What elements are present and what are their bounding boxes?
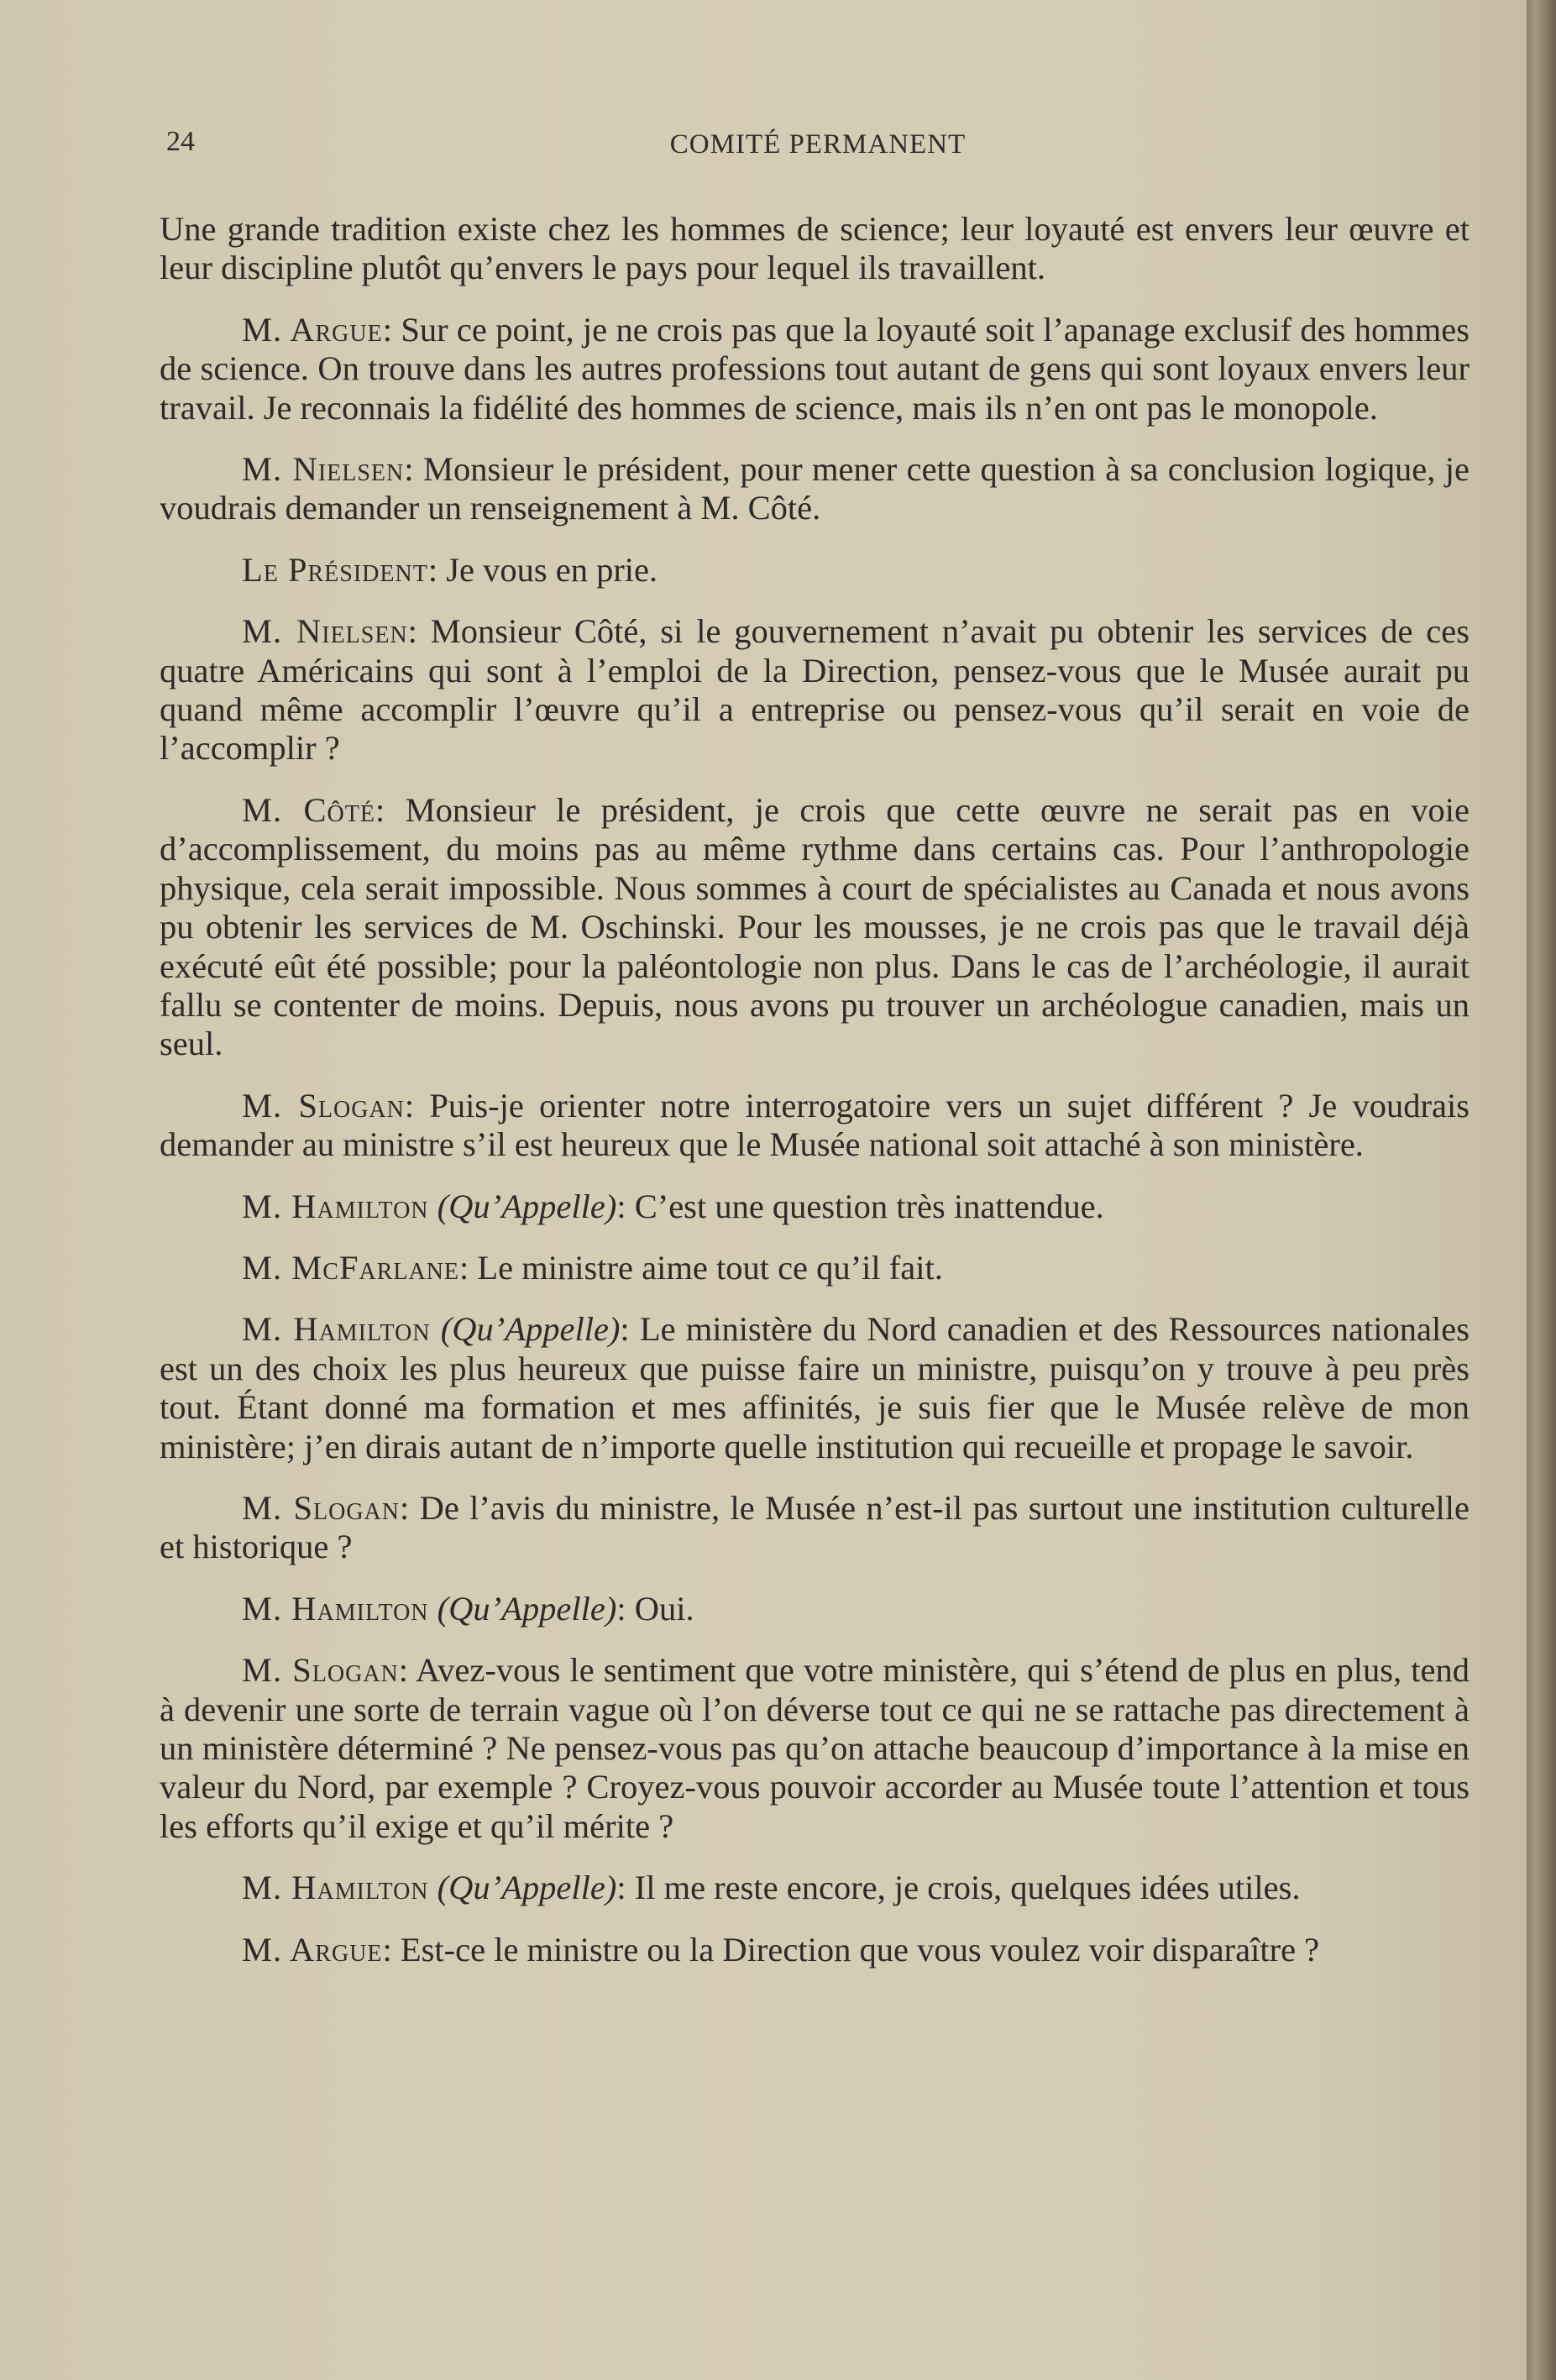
speaker-name: Le Président bbox=[242, 550, 428, 589]
speaker-name: M. Nielsen bbox=[242, 450, 405, 489]
speaker-name: M. Hamilton bbox=[242, 1187, 429, 1225]
paragraph: M. Côté: Monsieur le président, je crois que cette œuvre ne serait pas en voie d’accomplissement, du moins pas au même rythme dans certains cas. Pour l’anthropologie physique, cela serait impossible. Nous sommes à court de spécialistes au Canada et nous avons pu obtenir les services de M. Oschinski. Pour les mousses, je ne crois pas que le travail déjà exécuté eût été possible; pour la paléontologie non plus. Dans le cas de l’archéologie, il aurait fallu se contenter de moins. Depuis, nous avons pu trouver un archéologue canadien, mais un seul. bbox=[160, 790, 1470, 1063]
paragraph bbox=[160, 210, 1470, 288]
paragraph-text: Il me reste encore, je crois, quelques idées utiles. bbox=[634, 1869, 1301, 1907]
paragraph: Le Président: Je vous en prie. bbox=[242, 550, 658, 589]
riding-name: (Qu’Appelle) bbox=[437, 1869, 617, 1907]
riding-name: (Qu’Appelle) bbox=[437, 1187, 617, 1225]
riding-name: (Qu’Appelle) bbox=[440, 1310, 621, 1349]
speaker-name: M. Hamilton bbox=[242, 1310, 431, 1349]
speaker-name: M. Slogan bbox=[242, 1488, 400, 1527]
riding-name: (Qu’Appelle) bbox=[437, 1589, 617, 1628]
running-title: COMITÉ PERMANENT bbox=[669, 129, 967, 160]
paragraph: M. Argue: Sur ce point, je ne crois pas que la loyauté soit l’apanage exclusif des hommes de science. On trouve dans les autres professions tout autant de gens qui sont loyaux envers leur travail. Je reconnais la fidélité des hommes de science, mais ils n’en ont pas le monopole. bbox=[160, 310, 1470, 427]
paragraph-text: Avez-vous le sentiment que votre ministère, qui s’étend de plus en plus, tend à devenir une sorte de terrain vague où l’on déverse tout ce qui ne se rattache pas directement à un ministère déterminé ? Ne pensez-vous pas qu’on attache beaucoup d’importance à la mise en valeur du Nord, par exemple ? Croyez-vous pouvoir accorder au Musée toute l’attention et tous les efforts qu’il exige et qu’il mérite ? bbox=[160, 1651, 1470, 1845]
paragraph: M. Hamilton (Qu’Appelle): Il me reste encore, je crois, quelques idées utiles. bbox=[242, 1869, 1301, 1907]
transcript-body bbox=[160, 210, 1470, 1992]
paragraph-text: Puis-je orienter notre interrogatoire vers un sujet différent ? Je voudrais demander au ministre s’il est heureux que le Musée national soit attaché à son ministère. bbox=[160, 1086, 1470, 1164]
speaker-name: M. Argue bbox=[242, 1930, 383, 1968]
speaker-name: M. Côté bbox=[242, 790, 375, 829]
speaker-name: M. Slogan bbox=[242, 1086, 405, 1124]
speaker-name: M. McFarlane bbox=[242, 1248, 460, 1287]
paragraph-text: Monsieur le président, pour mener cette question à sa conclusion logique, je voudrais demander un renseignement à M. Côté. bbox=[160, 450, 1470, 527]
speaker-name: M. Slogan bbox=[242, 1651, 399, 1690]
paragraph: M. McFarlane: Le ministre aime tout ce qu’il fait. bbox=[242, 1248, 943, 1287]
page-number: 24 bbox=[166, 126, 195, 157]
paragraph-text: De l’avis du ministre, le Musée n’est-il pas surtout une institution culturelle et historique ? bbox=[160, 1488, 1470, 1566]
paragraph-text: Je vous en prie. bbox=[446, 550, 658, 589]
page-edge-shadow bbox=[1527, 0, 1556, 2380]
speaker-name: M. Nielsen bbox=[242, 612, 408, 651]
paragraph: M. Hamilton (Qu’Appelle): C’est une question très inattendue. bbox=[242, 1187, 1104, 1225]
paragraph: M. Argue: Est-ce le ministre ou la Direction que vous voulez voir disparaître ? bbox=[242, 1930, 1320, 1968]
paragraph-text: Sur ce point, je ne crois pas que la loyauté soit l’apanage exclusif des hommes de science. On trouve dans les autres professions tout autant de gens qui sont loyaux envers leur travail. Je reconnais la fidélité des hommes de science, mais ils n’en ont pas le monopole. bbox=[160, 310, 1470, 427]
paragraph: M. Slogan: Puis-je orienter notre interrogatoire vers un sujet différent ? Je voudrais demander au ministre s’il est heureux que le Musée national soit attaché à son ministère. bbox=[160, 1086, 1470, 1164]
paragraph-text: Est-ce le ministre ou la Direction que vous voulez voir disparaître ? bbox=[400, 1930, 1320, 1968]
speaker-name: M. Hamilton bbox=[242, 1589, 429, 1628]
paragraph: M. Nielsen: Monsieur le président, pour mener cette question à sa conclusion logique, je voudrais demander un renseignement à M. Côté. bbox=[160, 450, 1470, 527]
speaker-name: M. Hamilton bbox=[242, 1869, 429, 1907]
paragraph-text: Oui. bbox=[634, 1589, 694, 1628]
paragraph: M. Nielsen: Monsieur Côté, si le gouvernement n’avait pu obtenir les services de ces quatre Américains qui sont à l’emploi de la Direction, pensez-vous que le Musée aurait pu quand même accomplir l’œuvre qu’il a entreprise ou pensez-vous qu’il serait en voie de l’accomplir ? bbox=[160, 612, 1470, 768]
paragraph: M. Slogan: De l’avis du ministre, le Musée n’est-il pas surtout une institution culturelle et historique ? bbox=[160, 1488, 1470, 1566]
paragraph: M. Slogan: Avez-vous le sentiment que votre ministère, qui s’étend de plus en plus, tend à devenir une sorte de terrain vague où l’on déverse tout ce qui ne se rattache pas directement à un ministère déterminé ? Ne pensez-vous pas qu’on attache beaucoup d’importance à la mise en valeur du Nord, par exemple ? Croyez-vous pouvoir accorder au Musée toute l’attention et tous les efforts qu’il exige et qu’il mérite ? bbox=[160, 1651, 1470, 1845]
paragraph-text: Le ministre aime tout ce qu’il fait. bbox=[477, 1248, 943, 1287]
paragraph: M. Hamilton (Qu’Appelle): Oui. bbox=[242, 1589, 694, 1628]
paragraph: M. Hamilton (Qu’Appelle): Le ministère du Nord canadien et des Ressources nationales est un des choix les plus heureux que puisse faire un ministre, puisqu’on y trouve à peu près tout. Étant donné ma formation et mes affinités, je suis fier que le Musée relève de mon ministère; j’en dirais autant de n’importe quelle institution qui recueille et propage le savoir. bbox=[160, 1310, 1470, 1465]
paragraph-text: Une grande tradition existe chez les hommes de science; leur loyauté est envers leur œuvre et leur discipline plutôt qu’envers le pays pour lequel ils travaillent. bbox=[160, 210, 1470, 287]
paragraph-text: Monsieur le président, je crois que cette œuvre ne serait pas en voie d’accomplissement, du moins pas au même rythme dans certains cas. Pour l’anthropologie physique, cela serait impossible. Nous sommes à court de spécialistes au Canada et nous avons pu obtenir les services de M. Oschinski. Pour les mousses, je ne crois pas que le travail déjà exécuté eût été possible; pour la paléontologie non plus. Dans le cas de l’archéologie, il aurait fallu se contenter de moins. Depuis, nous avons pu trouver un archéologue canadien, mais un seul. bbox=[160, 790, 1470, 1063]
page-header bbox=[166, 126, 1470, 168]
paragraph-text: Le ministère du Nord canadien et des Ressources nationales est un des choix les plus heureux que puisse faire un ministre, puisqu’on y trouve à peu près tout. Étant donné ma formation et mes affinités, je suis fier que le Musée relève de mon ministère; j’en dirais autant de n’importe quelle institution qui recueille et propage le savoir. bbox=[160, 1310, 1470, 1465]
speaker-name: M. Argue bbox=[242, 310, 383, 349]
paragraph-text: Monsieur Côté, si le gouvernement n’avait pu obtenir les services de ces quatre Américains qui sont à l’emploi de la Direction, pensez-vous que le Musée aurait pu quand même accomplir l’œuvre qu’il a entreprise ou pensez-vous qu’il serait en voie de l’accomplir ? bbox=[160, 612, 1470, 768]
paragraph-text: C’est une question très inattendue. bbox=[634, 1187, 1104, 1225]
